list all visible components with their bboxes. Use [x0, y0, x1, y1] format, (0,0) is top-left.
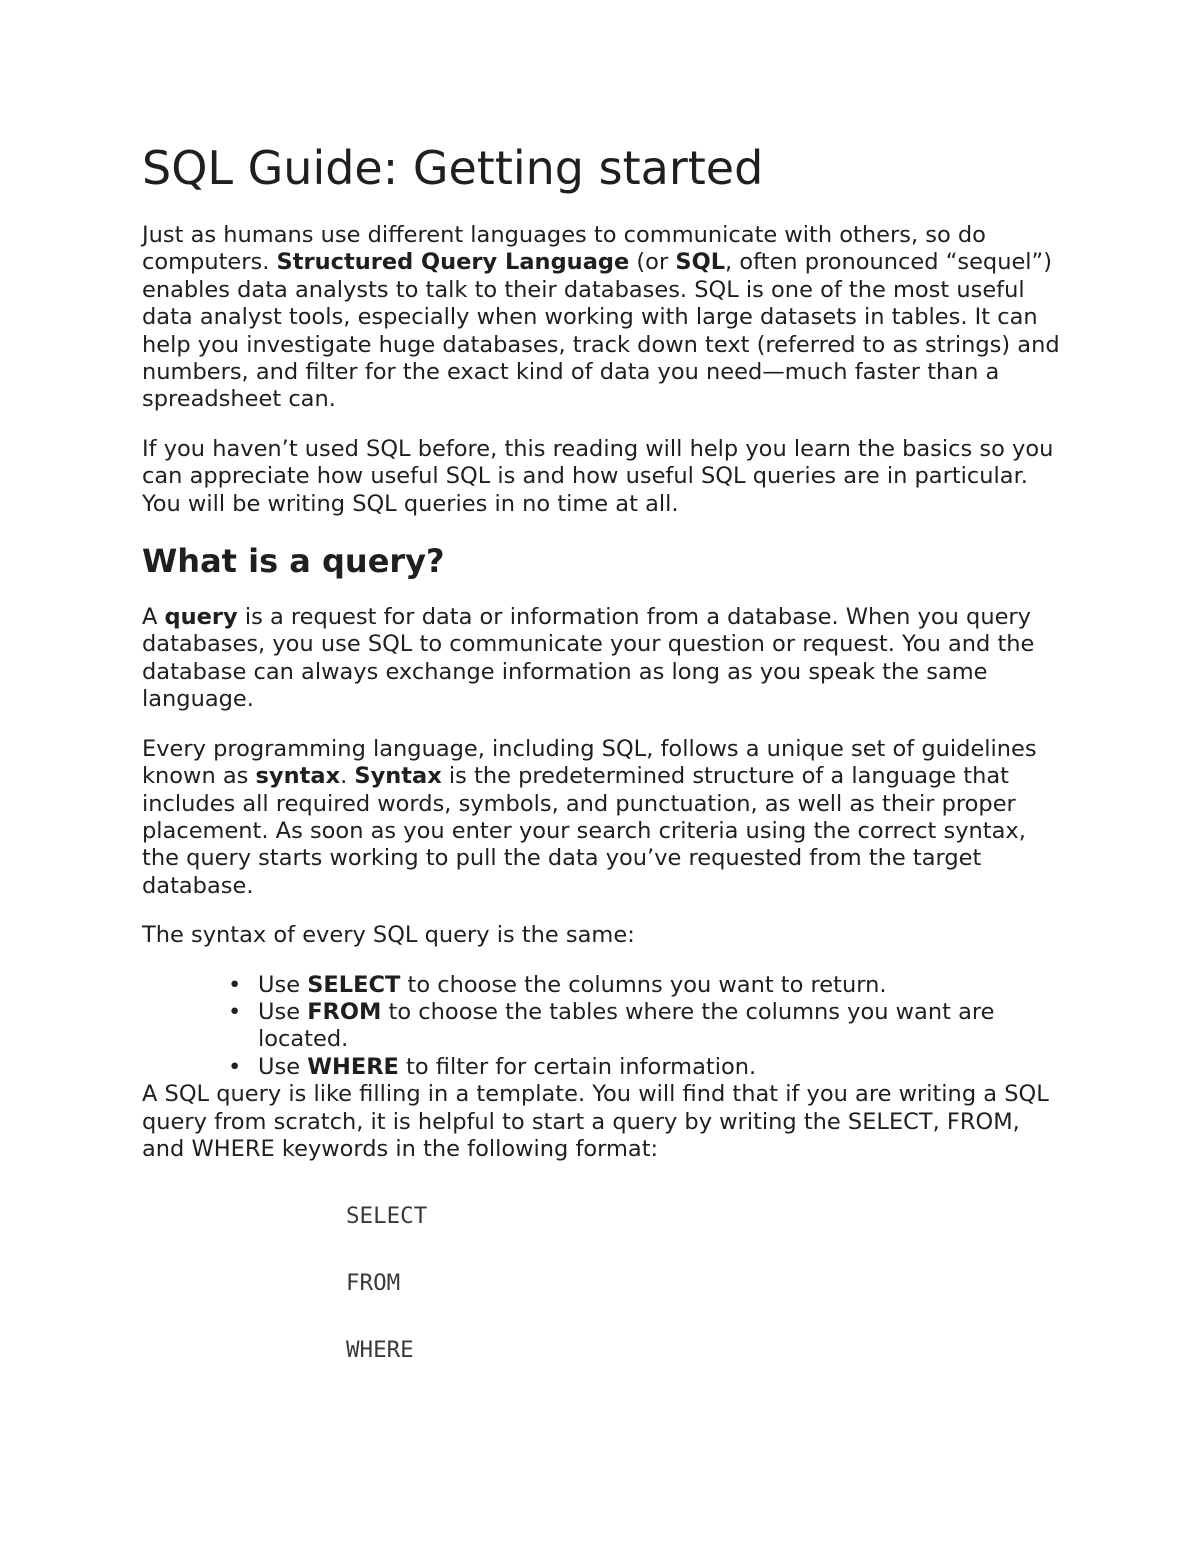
- syntax-intro-line: The syntax of every SQL query is the same:: [142, 922, 635, 949]
- code-line-from: FROM: [346, 1270, 401, 1297]
- code-template-block: [346, 1203, 1062, 1364]
- text: to choose the columns you want to return.: [400, 971, 887, 998]
- text: Every programming language, including SQL, follows a unique set of guidelines known as: [142, 735, 1037, 790]
- bold-term-syntax: syntax: [255, 763, 341, 790]
- code-line-select: SELECT: [346, 1203, 428, 1230]
- keyword-from: FROM: [307, 998, 382, 1025]
- keyword-where: WHERE: [307, 1053, 399, 1080]
- list-item: [228, 971, 1062, 999]
- list-item: [228, 1053, 1062, 1081]
- text: to choose the tables where the columns you want are located.: [258, 998, 995, 1053]
- page-title: SQL Guide: Getting started: [142, 141, 764, 195]
- text: Use: [258, 998, 308, 1025]
- text: is the predetermined structure of a language that includes all required words, symbols, and punctuation, as well as their proper placement. As soon as you enter your search criteria using the correct syntax, the query starts working to pull the data you’ve requested from the target database.: [142, 763, 1026, 899]
- code-line-where: WHERE: [346, 1337, 414, 1364]
- bold-term-query: query: [164, 604, 238, 631]
- text: , often pronounced “sequel”) enables data analysts to talk to their databases. SQL is one of the most useful data analyst tools, especially when working with large datasets in tables. It can help you investigate huge databases, track down text (referred to as strings) and numbers, and filter for the exact kind of data you need—much faster than a spreadsheet can.: [142, 249, 1060, 413]
- list-item: [228, 998, 1062, 1054]
- text: is a request for data or information from a database. When you query databases, you use SQL to communicate your question or request. You and the database can always exchange information as long as you speak the same language.: [142, 604, 1035, 713]
- bold-term-syntax-2: Syntax: [354, 763, 442, 790]
- bold-term-structured-query-language: Structured Query Language: [276, 249, 630, 276]
- syntax-paragraph: [142, 736, 1062, 900]
- bold-term-sql: SQL: [675, 249, 726, 276]
- template-paragraph: A SQL query is like filling in a template. You will find that if you are writing a SQL query from scratch, it is helpful to start a query by writing the SELECT, FROM, and WHERE keywords in the following format:: [142, 1081, 1049, 1162]
- intro-paragraph-1: [142, 222, 1062, 414]
- bullet-icon: •: [228, 1053, 242, 1080]
- syntax-bullet-list: [142, 972, 1062, 1082]
- text: (or: [629, 249, 676, 276]
- text: Use: [258, 971, 308, 998]
- section-heading: What is a query?: [142, 542, 445, 581]
- bullet-icon: •: [228, 998, 242, 1025]
- text: .: [340, 763, 355, 790]
- text: Use: [258, 1053, 308, 1080]
- bullet-icon: •: [228, 971, 242, 998]
- keyword-select: SELECT: [307, 971, 401, 998]
- text: A: [142, 604, 165, 631]
- intro-paragraph-2: If you haven’t used SQL before, this reading will help you learn the basics so you can appreciate how useful SQL is and how useful SQL queries are in particular. You will be writing SQL queries in no time at all.: [142, 435, 1054, 517]
- query-definition-paragraph: [142, 604, 1062, 714]
- text: to filter for certain information.: [398, 1053, 757, 1080]
- document-page: [142, 138, 1062, 1404]
- text: Just as humans use different languages to communicate with others, so do computers.: [142, 222, 986, 276]
